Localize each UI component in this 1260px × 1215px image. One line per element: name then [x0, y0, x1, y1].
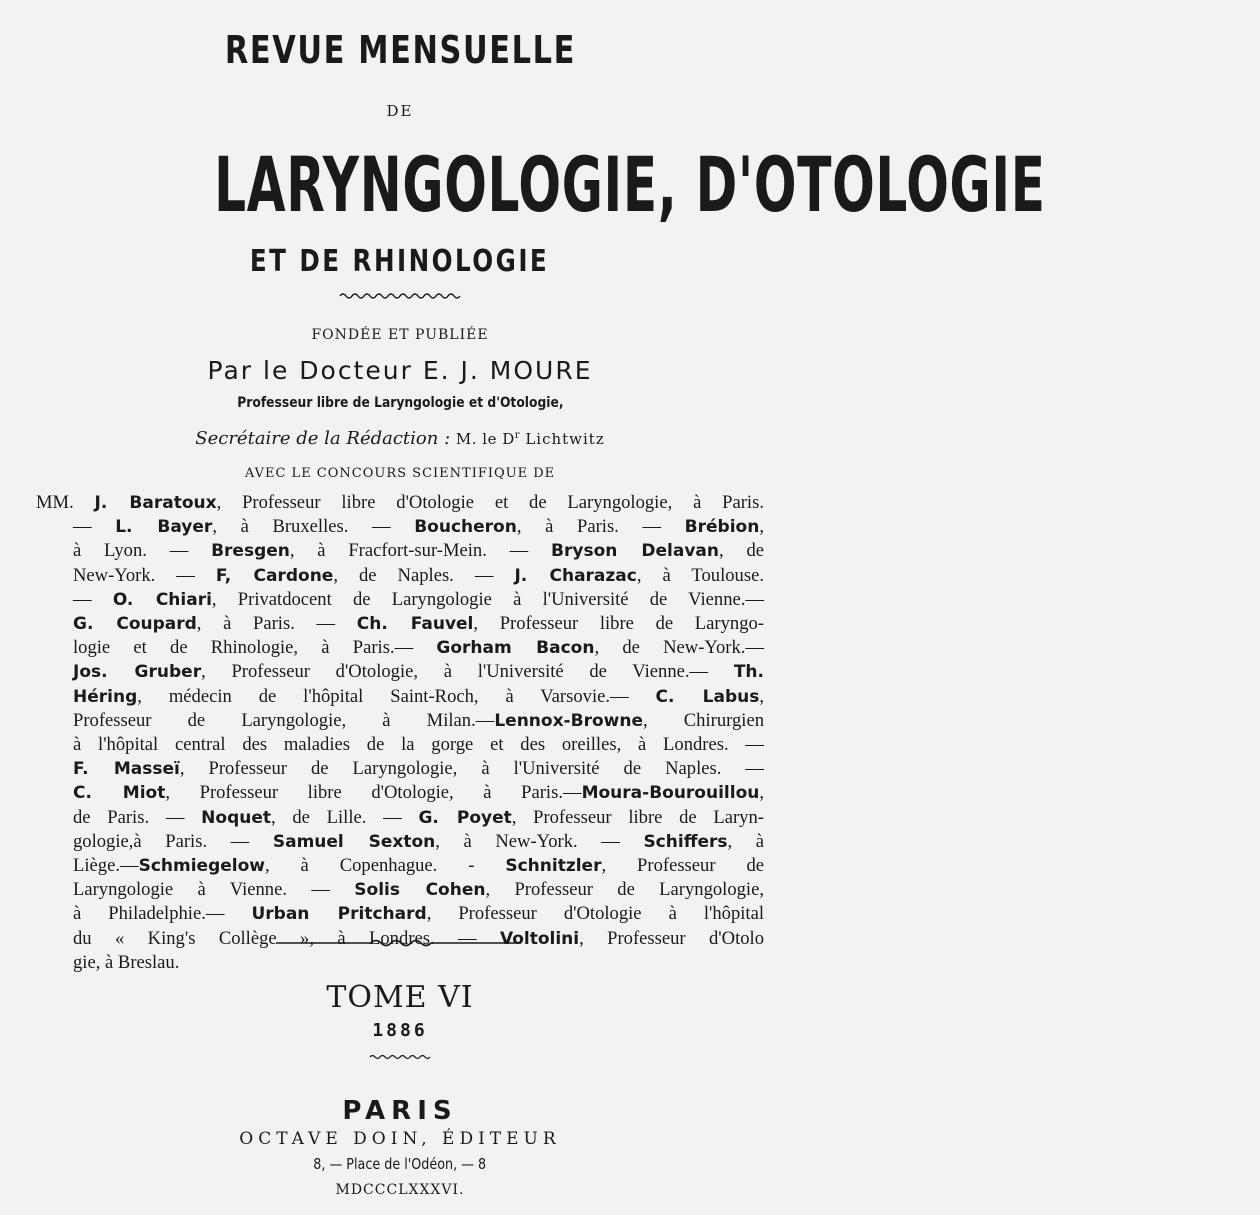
collaborator-text: , — [759, 685, 765, 707]
journal-title-line-4: ET DE RHINOLOGIE — [250, 244, 550, 279]
collaborator-line — [36, 709, 764, 733]
collaborator-line — [36, 878, 764, 902]
collaborator-name: C. Miot — [73, 783, 166, 804]
collaborator-text: gologie,à Paris. — — [73, 830, 273, 852]
collaborator-text: , Professeur d'Otolo — [579, 927, 765, 949]
journal-title-line-2: DE — [386, 102, 414, 120]
collaborator-text: , — [759, 516, 764, 538]
collaborator-name: Solis Cohen — [354, 880, 486, 901]
collaborator-text: MM. — [36, 492, 95, 513]
collaborator-text: , Professeur de Laryngologie, — [485, 879, 764, 901]
collaborator-text: , Professeur d'Otologie, à l'Université de Vienne.— — [201, 661, 734, 683]
collaborator-text: New-York. — — [73, 564, 216, 586]
imprint-publisher: OCTAVE DOIN, ÉDITEUR — [239, 1129, 561, 1149]
collaborator-name: Héring — [73, 686, 138, 707]
collaborator-name: Lennox-Browne — [494, 710, 643, 731]
collaborator-text: , de New-York.— — [594, 637, 764, 659]
collaborator-name: G. Coupard — [73, 614, 197, 635]
collaborator-text: , Professeur libre de Laryngo- — [473, 613, 764, 635]
collaborator-line — [36, 902, 764, 926]
ornament-rule-middle — [276, 936, 521, 950]
collaborator-name: Boucheron — [414, 517, 517, 538]
collaborator-name: Jos. Gruber — [73, 662, 202, 683]
founded-label: FONDÉE ET PUBLIÉE — [311, 327, 489, 343]
collaborator-line — [36, 685, 764, 709]
founder-name: Par le Docteur E. J. MOURE — [207, 356, 593, 385]
collaborator-line — [36, 733, 764, 757]
collaborator-text: , Chirurgien — [642, 709, 764, 731]
collaborator-text: , à Paris. — — [516, 516, 685, 538]
collaborator-line — [36, 806, 764, 830]
collaborator-text: Liège.— — [73, 855, 139, 877]
collaborator-line — [36, 588, 764, 612]
secretary-label: Secrétaire de la Rédaction : — [195, 428, 451, 449]
collaborator-text: Laryngologie à Vienne. — — [73, 879, 355, 901]
volume-tome: TOME VI — [326, 980, 474, 1015]
collaborator-name: L. Bayer — [115, 517, 213, 538]
collaborator-line — [36, 612, 764, 636]
volume-year: 1886 — [372, 1020, 428, 1041]
collaborator-text: , Privatdocent de Laryngologie à l'Université de Vienne.— — [211, 588, 764, 610]
collaborator-text: , Professeur libre d'Otologie, à Paris.— — [165, 782, 582, 804]
collaborator-name: C. Labus — [655, 686, 760, 707]
collaborator-text: , de Lille. — — [271, 806, 419, 828]
collaborator-line — [36, 781, 764, 805]
collaborator-text: à Lyon. — — [73, 540, 212, 562]
ornament-rule-bottom — [370, 1053, 430, 1061]
collaborator-name: Moura-Bourouillou — [581, 783, 760, 804]
collaborator-text: gie, à Breslau. — [73, 951, 180, 973]
collaborator-text: , Professeur de Laryngologie, à l'Université de Naples. — — [179, 758, 764, 780]
collaborator-text: , Professeur d'Otologie à l'hôpital — [426, 903, 764, 925]
collaborator-name: F. Masseï — [73, 759, 180, 780]
imprint-city: PARIS — [342, 1096, 458, 1126]
collaborator-line — [36, 854, 764, 878]
collaborator-name: J. Baratoux — [94, 493, 217, 513]
collaborator-line — [36, 636, 764, 660]
collaborator-text: à Philadelphie.— — [73, 903, 252, 925]
collaborator-line — [36, 539, 764, 563]
concours-label: AVEC LE CONCOURS SCIENTIFIQUE DE — [244, 466, 556, 481]
collaborator-text: , de Naples. — — [333, 564, 515, 586]
collaborator-name: Th. — [733, 662, 764, 683]
collaborator-text: , à Toulouse. — [636, 564, 764, 586]
collaborator-text: , de — [719, 540, 764, 562]
collaborator-text: de Paris. — — [73, 806, 202, 828]
collaborator-line — [36, 564, 764, 588]
collaborator-name: Schiffers — [643, 831, 728, 852]
secretary-name: M. le $D^r$ Lichtwitz — [455, 430, 605, 448]
collaborator-text: logie et de Rhinologie, à Paris.— — [73, 637, 437, 659]
collaborator-text: Professeur de Laryngologie, à Milan.— — [73, 709, 495, 731]
collaborator-text: du « King's Collège », à Londres. — — [73, 927, 500, 949]
collaborator-text: — — [73, 516, 116, 538]
ornament-rule-top — [340, 291, 460, 301]
collaborator-line — [36, 660, 764, 684]
collaborator-text: , à Paris. — — [196, 613, 357, 635]
collaborator-name: Schnitzler — [505, 856, 602, 877]
collaborator-text: , à — [727, 830, 764, 852]
collaborator-name: Bresgen — [211, 541, 290, 562]
collaborator-text: , Professeur libre d'Otologie et de Laryngologie, à Paris. — [216, 492, 764, 513]
collaborator-name: Bryson Delavan — [551, 541, 720, 562]
collaborator-name: Voltolini — [499, 928, 580, 949]
collaborator-text: , médecin de l'hôpital Saint-Roch, à Varsovie.— — [137, 685, 656, 707]
collaborator-name: Samuel Sexton — [272, 831, 436, 852]
collaborator-line — [36, 491, 764, 515]
collaborator-text: , à Copenhague. - — [264, 855, 506, 877]
collaborator-text: , à Bruxelles. — — [212, 516, 415, 538]
collaborators-paragraph — [36, 491, 764, 975]
collaborator-name: Urban Pritchard — [251, 904, 427, 925]
collaborator-name: Schmiegelow — [138, 856, 265, 877]
secretary-line — [0, 428, 800, 449]
collaborator-line — [36, 757, 764, 781]
collaborator-text: , — [759, 782, 765, 804]
collaborator-name: Gorham Bacon — [436, 638, 595, 659]
collaborator-text: , Professeur de — [601, 855, 765, 877]
founder-title: Professeur libre de Laryngologie et d'Otologie, — [236, 395, 564, 411]
collaborator-name: Brébion — [684, 517, 760, 538]
collaborator-line — [36, 830, 764, 854]
collaborator-name: Ch. Fauvel — [356, 614, 474, 635]
journal-title-main: LARYNGOLOGIE, D'OTOLOGIE — [214, 140, 1046, 229]
collaborator-name: Noquet — [201, 807, 271, 828]
collaborator-text: , Professeur libre de Laryn- — [511, 806, 764, 828]
collaborator-name: F, Cardone — [215, 565, 334, 586]
collaborator-text: , à New-York. — — [435, 830, 644, 852]
journal-title-line-1: REVUE MENSUELLE — [224, 28, 576, 72]
imprint-address: 8, — Place de l'Odéon, — 8 — [313, 1155, 487, 1173]
collaborator-name: J. Charazac — [514, 565, 637, 586]
collaborator-text: à l'hôpital central des maladies de la gorge et des oreilles, à Londres. — — [73, 734, 764, 756]
collaborator-line — [36, 515, 764, 539]
collaborator-text: — — [73, 588, 113, 610]
collaborator-text: , à Fracfort-sur-Mein. — — [289, 540, 552, 562]
collaborator-name: O. Chiari — [112, 589, 212, 610]
imprint-date: MDCCCLXXXVI. — [335, 1182, 465, 1198]
collaborator-line — [36, 951, 764, 975]
collaborator-name: G. Poyet — [418, 807, 512, 828]
